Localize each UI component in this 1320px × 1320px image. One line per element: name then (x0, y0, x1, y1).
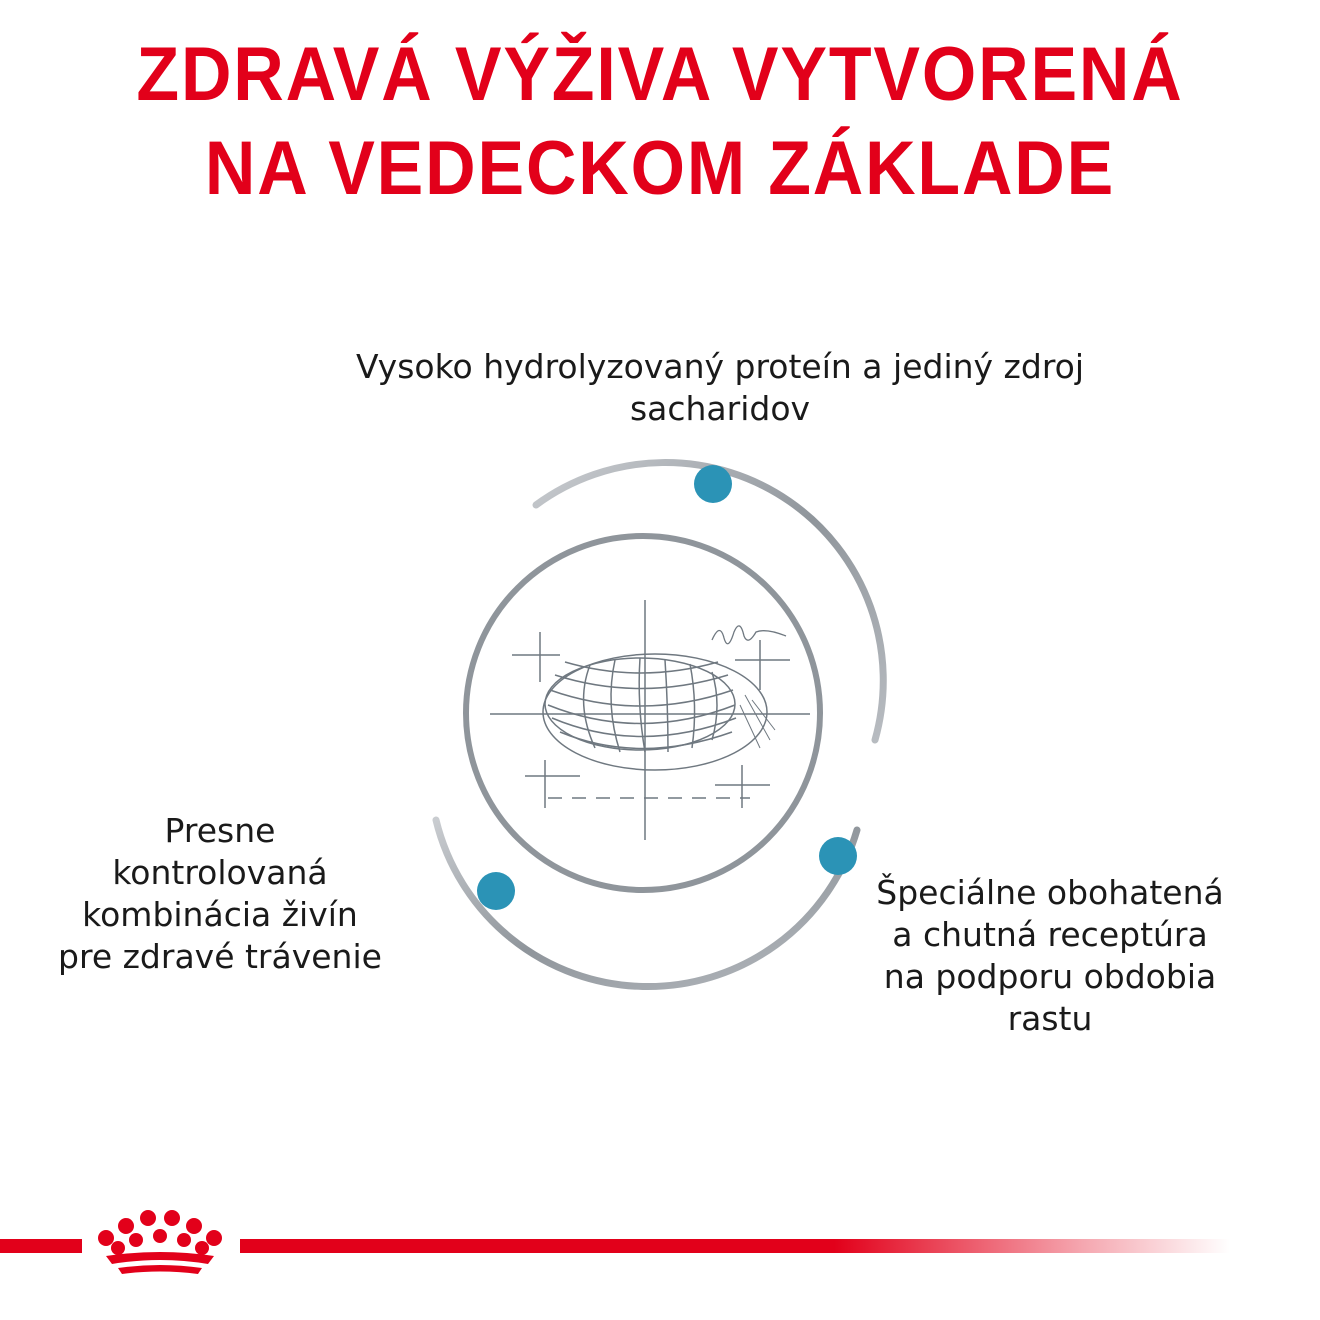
benefit-left-line-3: kombinácia živín (82, 895, 358, 934)
royal-canin-crown-icon (92, 1208, 228, 1280)
benefit-right-line-2: a chutná receptúra (892, 915, 1208, 954)
benefit-top-line-2: sacharidov (629, 389, 811, 428)
benefit-dot-top (694, 465, 732, 503)
benefit-left-line-2: kontrolovaná (112, 853, 328, 892)
title-line-1: ZDRAVÁ VÝŽIVA VYTVORENÁ (136, 32, 1184, 117)
kibble-sketch-icon (490, 600, 810, 840)
benefit-right-line-3: na podporu obdobia (883, 957, 1217, 996)
footer-line-right (240, 1239, 1230, 1253)
footer-line-left (0, 1239, 82, 1253)
benefit-dot-left (477, 872, 515, 910)
benefit-right-line-4: rastu (1007, 999, 1093, 1038)
benefit-top-line-1: Vysoko hydrolyzovaný proteín a jediný zdroj (355, 347, 1085, 386)
benefit-right-line-1: Špeciálne obohatená (876, 873, 1224, 912)
outer-ring-arc-top (536, 463, 883, 740)
benefit-left-line-1: Presne (164, 811, 276, 850)
benefit-left-line-4: pre zdravé trávenie (58, 937, 382, 976)
title-line-2: NA VEDECKOM ZÁKLADE (204, 126, 1116, 211)
benefit-dot-right (819, 837, 857, 875)
